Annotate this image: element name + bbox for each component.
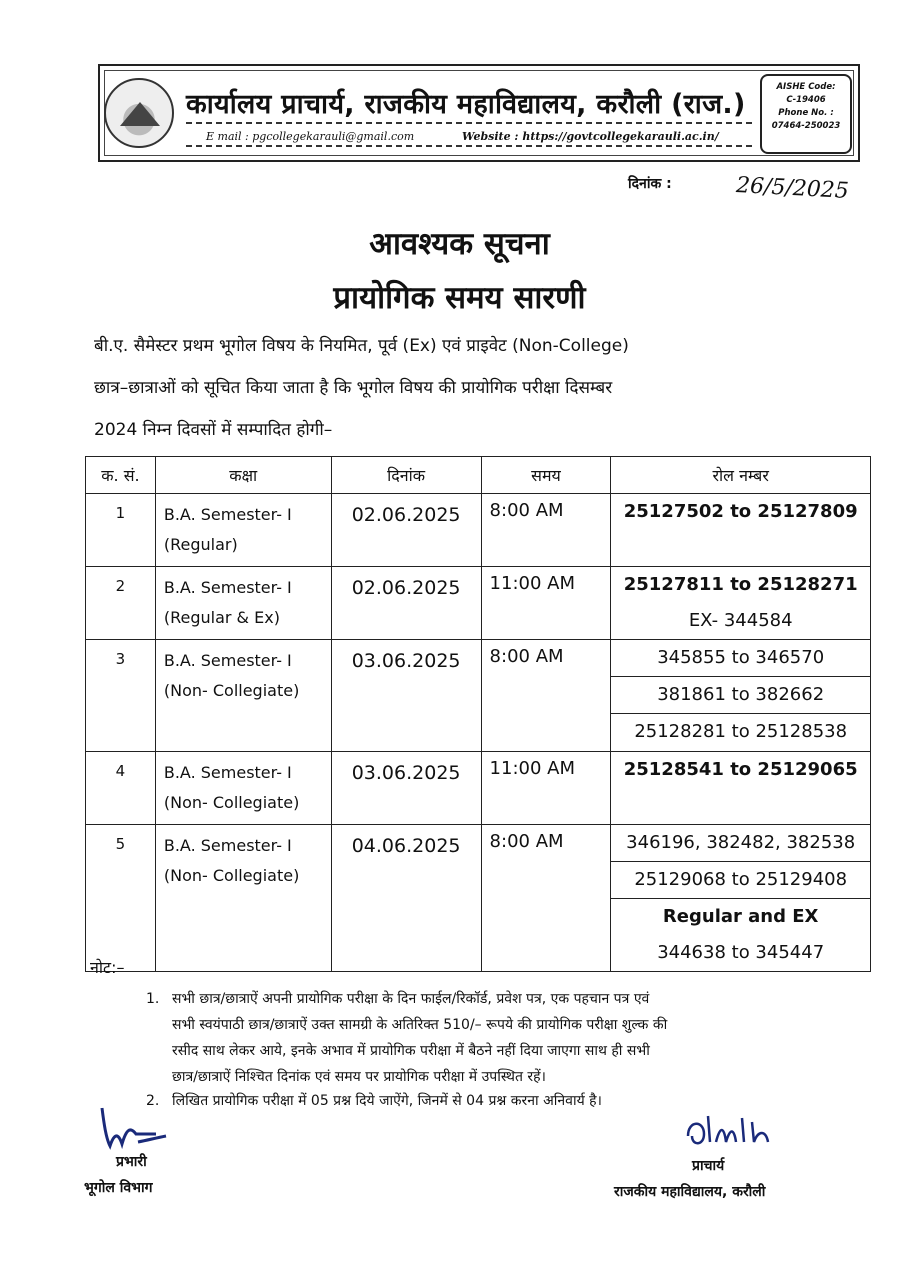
table-row [86, 494, 871, 567]
roll-range: 346196, 382482, 382538 [626, 832, 856, 853]
header-roll: रोल नम्बर [611, 457, 871, 494]
intro-line-2: छात्र–छात्राओं को सूचित किया जाता है कि भूगोल विषय की प्रायोगिक परीक्षा दिसम्बर [94, 378, 613, 398]
note-number: 1. [146, 991, 160, 1007]
class-name: B.A. Semester- I [163, 505, 292, 524]
class-type: (Non- Collegiate) [163, 866, 300, 885]
schedule-table [85, 456, 871, 972]
letterhead-divider [186, 122, 752, 124]
row-class [155, 640, 331, 752]
department-name: भूगोल विभाग [84, 1180, 153, 1196]
letterhead-email: E mail : pgcollegekarauli@gmail.com [206, 130, 415, 143]
row-time: 11:00 AM [481, 567, 611, 640]
header-time: समय [481, 457, 611, 494]
college-name: कार्यालय प्राचार्य, राजकीय महाविद्यालय, करौली (राज.) [186, 89, 746, 120]
row-sn: 5 [86, 825, 156, 972]
row-date: 04.06.2025 [331, 825, 481, 972]
roll-range: EX- 344584 [688, 610, 793, 631]
header-class: कक्षा [155, 457, 331, 494]
class-type: (Regular & Ex) [163, 608, 280, 627]
note-1-line: रसीद साथ लेकर आये, इनके अभाव में प्रायोगिक परीक्षा में बैठने नहीं दिया जाएगा साथ ही सभी [172, 1043, 650, 1059]
row-class [155, 494, 331, 567]
class-type: (Non- Collegiate) [163, 681, 300, 700]
roll-range: 25128541 to 25129065 [623, 759, 858, 780]
aishe-box [760, 74, 852, 154]
row-date: 03.06.2025 [331, 752, 481, 825]
row-time: 11:00 AM [481, 752, 611, 825]
college-footer: राजकीय महाविद्यालय, करौली [614, 1184, 766, 1200]
roll-range: 25127811 to 25128271 [623, 574, 858, 595]
class-name: B.A. Semester- I [163, 763, 292, 782]
intro-line-3: 2024 निम्न दिवसों में सम्पादित होगी– [94, 420, 333, 440]
note-1-line: सभी छात्र/छात्राऐं अपनी प्रायोगिक परीक्षा के दिन फाईल/रिकॉर्ड, प्रवेश पत्र, एक पहचान पत्र एवं [172, 991, 650, 1007]
row-sn: 1 [86, 494, 156, 567]
notice-title: आवश्यक सूचना [369, 226, 550, 262]
phone-number: 07464-250023 [771, 121, 841, 131]
row-class [155, 825, 331, 972]
note-number: 2. [146, 1093, 160, 1109]
row-class [155, 567, 331, 640]
aishe-code: C-19406 [786, 95, 826, 105]
note-1 [172, 986, 892, 1090]
roll-range: 25128281 to 25128538 [611, 713, 870, 750]
letterhead-website: Website : https://govtcollegekarauli.ac.in/ [462, 130, 719, 143]
roll-range: 25129068 to 25129408 [611, 861, 870, 898]
row-roll [611, 640, 871, 752]
table-header-row [86, 457, 871, 494]
roll-range: 345855 to 346570 [657, 647, 825, 668]
roll-range: 25127502 to 25127809 [623, 501, 858, 522]
class-type: (Regular) [163, 535, 238, 554]
row-time: 8:00 AM [481, 640, 611, 752]
row-sn: 4 [86, 752, 156, 825]
class-type: (Non- Collegiate) [163, 793, 300, 812]
header-date: दिनांक [331, 457, 481, 494]
table-row [86, 567, 871, 640]
row-date: 03.06.2025 [331, 640, 481, 752]
row-roll [611, 567, 871, 640]
note-1-line: सभी स्वयंपाठी छात्र/छात्राऐं उक्त सामग्री के अतिरिक्त 510/– रूपये की प्रायोगिक परीक्षा शुल्क की [172, 1017, 668, 1033]
note-1-line: छात्र/छात्राऐं निश्चित दिनांक एवं समय पर प्रायोगिक परीक्षा में उपस्थित रहें। [172, 1069, 546, 1085]
roll-range: Regular and EX [611, 898, 870, 935]
row-date: 02.06.2025 [331, 494, 481, 567]
incharge-title: प्रभारी [116, 1154, 147, 1170]
aishe-label: AISHE Code: [776, 82, 836, 92]
principal-title: प्राचार्य [692, 1158, 725, 1174]
row-sn: 2 [86, 567, 156, 640]
row-date: 02.06.2025 [331, 567, 481, 640]
intro-line-1: बी.ए. सैमेस्टर प्रथम भूगोल विषय के नियमित, पूर्व (Ex) एवं प्राइवेट (Non-College) [94, 336, 629, 356]
notes-heading: नोट:– [90, 958, 125, 977]
college-logo [104, 78, 174, 148]
phone-label: Phone No. : [778, 108, 834, 118]
date-label: दिनांक : [628, 176, 672, 192]
letterhead-divider-bottom [186, 145, 752, 147]
class-name: B.A. Semester- I [163, 651, 292, 670]
handwritten-date: 26/5/2025 [735, 173, 850, 204]
left-signature [96, 1104, 170, 1154]
row-sn: 3 [86, 640, 156, 752]
row-class [155, 752, 331, 825]
row-roll [611, 825, 871, 972]
right-signature [680, 1112, 790, 1152]
row-roll [611, 494, 871, 567]
row-time: 8:00 AM [481, 825, 611, 972]
header-sn: क. सं. [86, 457, 156, 494]
note-2: लिखित प्रायोगिक परीक्षा में 05 प्रश्न दिये जाऐंगे, जिनमें से 04 प्रश्न करना अनिवार्य है। [172, 1093, 602, 1109]
notice-subtitle: प्रायोगिक समय सारणी [333, 280, 586, 316]
table-row [86, 825, 871, 972]
class-name: B.A. Semester- I [163, 578, 292, 597]
roll-range: 381861 to 382662 [611, 676, 870, 713]
roll-range: 344638 to 345447 [657, 942, 825, 963]
table-row [86, 640, 871, 752]
table-row [86, 752, 871, 825]
class-name: B.A. Semester- I [163, 836, 292, 855]
row-roll [611, 752, 871, 825]
row-time: 8:00 AM [481, 494, 611, 567]
